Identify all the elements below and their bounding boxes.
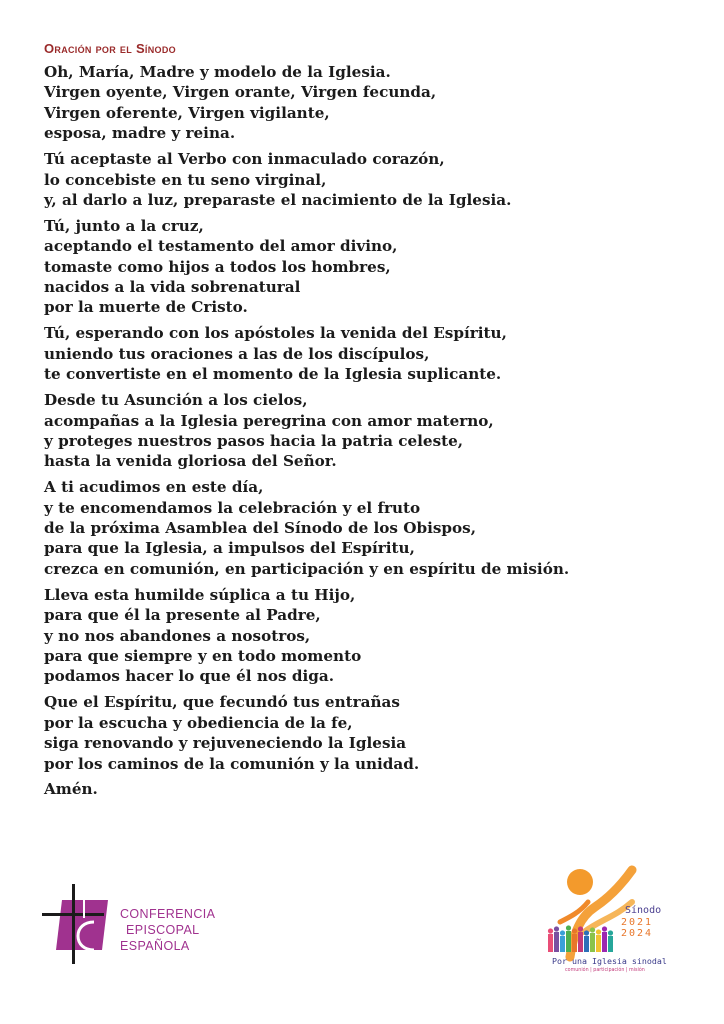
prayer-line: y no nos abandones a nosotros, [44,626,311,645]
prayer-line: Amén. [44,780,98,799]
prayer-line: siga renovando y rejuveneciendo la Iglesia [44,734,407,753]
synod-year-start: 2021 [621,917,654,928]
prayer-line: y, al darlo a luz, preparaste el nacimiento de la Iglesia. [44,190,512,209]
stanza [44,149,684,210]
prayer-line: por la escucha y obediencia de la fe, [44,713,353,732]
prayer-line: uniendo tus oraciones a las de los discípulos, [44,344,430,363]
prayer-line: Virgen oferente, Virgen vigilante, [44,103,330,122]
prayer-text [44,62,684,805]
synod-word: Sínodo [625,905,662,916]
prayer-line: Tú, junto a la cruz, [44,216,204,235]
cee-line: ESPAÑOLA [120,939,190,953]
synod-tagline: Por una Iglesia sinodal [552,956,667,966]
prayer-line: esposa, madre y reina. [44,124,236,143]
prayer-line: Oh, María, Madre y modelo de la Iglesia. [44,63,391,81]
stanza [44,323,684,384]
stanza [44,779,684,799]
stanza [44,62,684,144]
prayer-line: Virgen oyente, Virgen orante, Virgen fecunda, [44,83,437,102]
stanza [44,390,684,472]
prayer-line: para que siempre y en todo momento [44,646,362,665]
cee-line: CONFERENCIA [120,907,216,921]
prayer-line: para que él la presente al Padre, [44,606,321,625]
stanza [44,585,684,687]
prayer-line: para que la Iglesia, a impulsos del Espíritu, [44,539,415,558]
prayer-line: de la próxima Asamblea del Sínodo de los Obispos, [44,519,477,538]
prayer-line: podamos hacer lo que él nos diga. [44,667,334,686]
prayer-line: A ti acudimos en este día, [44,478,264,497]
prayer-line: acompañas a la Iglesia peregrina con amor materno, [44,411,494,430]
stanza [44,692,684,774]
prayer-line: aceptando el testamento del amor divino, [44,237,398,256]
prayer-line: Tú aceptaste al Verbo con inmaculado corazón, [44,150,445,169]
cee-line: EPISCOPAL [126,923,200,937]
prayer-line: lo concebiste en tu seno virginal, [44,170,327,189]
page-title: Oración por el Sínodo [44,41,176,56]
synod-subtitle: comunión | participación | misión [565,968,645,973]
prayer-line: tomaste como hijos a todos los hombres, [44,257,391,276]
prayer-line: crezca en comunión, en participación y en espíritu de misión. [44,559,570,578]
cee-name [120,906,215,954]
prayer-line: Que el Espíritu, que fecundó tus entrañas [44,693,400,712]
prayer-line: por la muerte de Cristo. [44,298,248,317]
prayer-line: Desde tu Asunción a los cielos, [44,391,308,410]
prayer-line: Tú, esperando con los apóstoles la venida del Espíritu, [44,324,507,343]
stanza [44,216,684,318]
prayer-line: nacidos a la vida sobrenatural [44,278,301,297]
prayer-line: y proteges nuestros pasos hacia la patria celeste, [44,431,464,450]
synod-years [621,917,681,939]
prayer-line: te convertiste en el momento de la Iglesia suplicante. [44,365,502,384]
prayer-line: por los caminos de la comunión y la unidad. [44,754,420,773]
prayer-line: hasta la venida gloriosa del Señor. [44,452,337,471]
synod-year-end: 2024 [621,928,654,939]
prayer-line: Lleva esta humilde súplica a tu Hijo, [44,585,356,604]
stanza [44,477,684,579]
prayer-line: y te encomendamos la celebración y el fruto [44,498,421,517]
